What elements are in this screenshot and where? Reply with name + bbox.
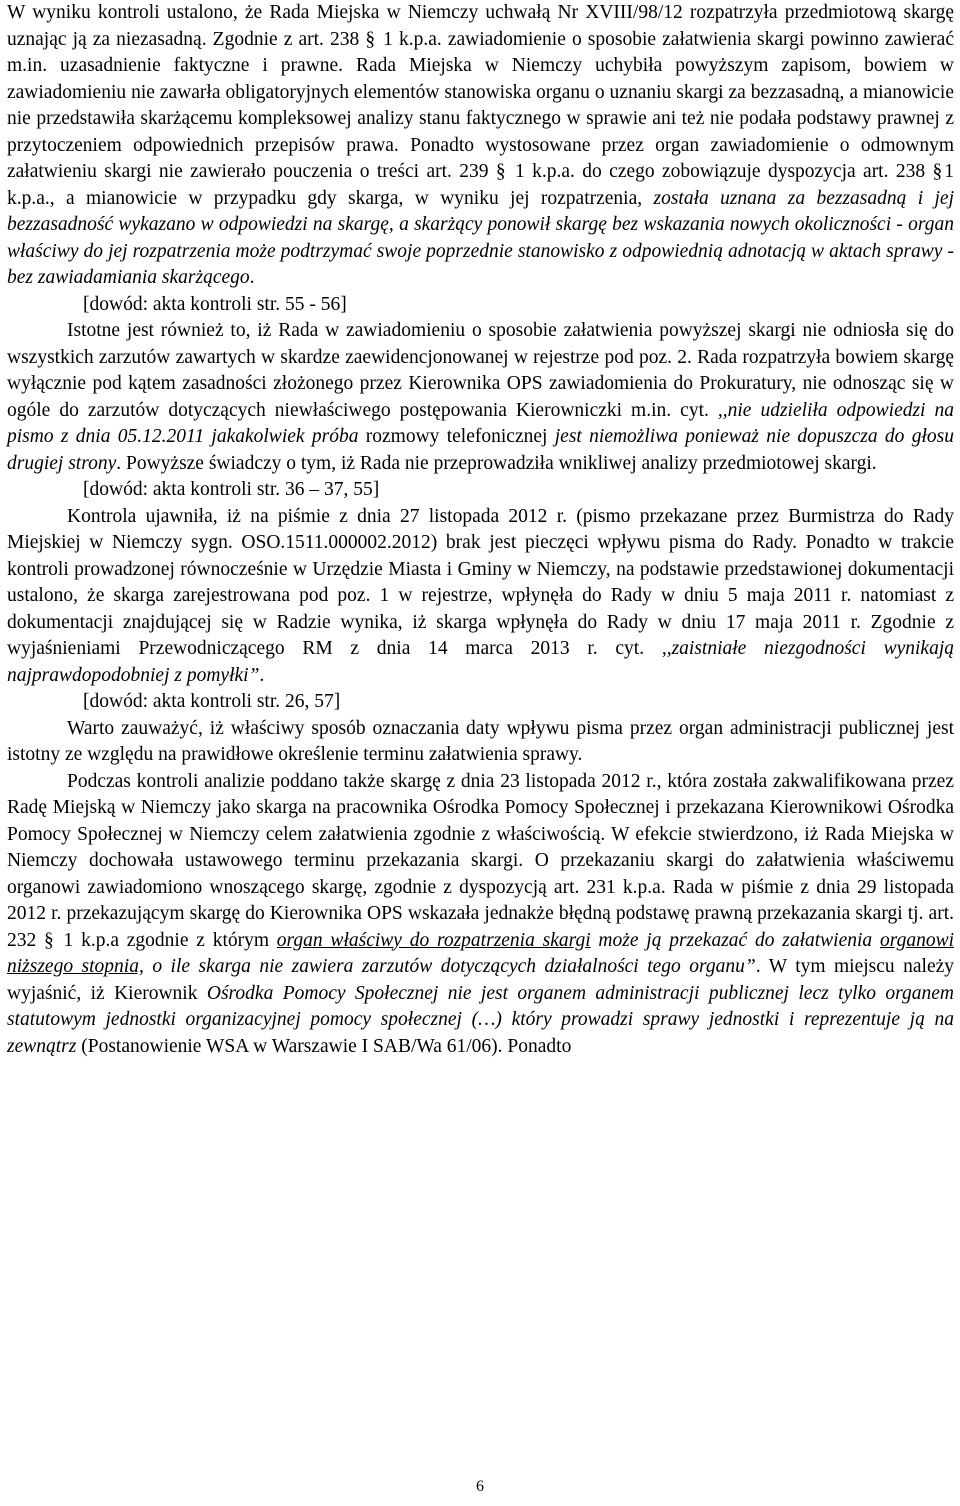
evidence-reference [7, 689, 954, 716]
paragraph [7, 504, 954, 690]
text-run: . W tym miejscu należy wyjaśnić, iż Kierownik [7, 956, 955, 1004]
section-sign: § [932, 161, 945, 182]
text-run: Kontrola ujawniła, iż na piśmie z dnia 27 listopada 2012 r. (pismo przekazane przez Burmistrza do Rady Miejskiej w Niemczy sygn. OSO.1511.000002.2012) brak jest pieczęci wpływu pisma do Rady. Ponadto w trakcie kontroli prowadzonej równocześnie w Urzędzie Miasta i Gminy w Niemczy, na podstawie przedstawionej dokumentacji ustalono, że skarga zarejestrowana pod poz. 1 w rejestrze, wpłynęła do Rady w dniu 5 maja 2011 r. natomiast z dokumentacji znajdującej się w Radzie wynika, iż skarga wpłynęła do Rady w dniu 17 maja 2011 r. Zgodnie z wyjaśnieniami Przewodniczącego RM z dnia 14 marca 2013 r. cyt. [7, 505, 954, 659]
text-run: [dowód: akta kontroli str. 26, 57] [83, 691, 341, 712]
page-number: 6 [476, 1478, 484, 1495]
paragraph [7, 769, 954, 1061]
text-run: ,,zaistniałe niezgodności wynikają najprawdopodobniej z pomyłki” [7, 638, 955, 686]
text-run: Istotne jest również to, iż Rada w zawiadomieniu o sposobie załatwienia powyższej skargi nie odniosła się do wszystkich zarzutów zawartych w skardze zaewidencjonowanej w rejestrze pod poz. 2. Rada rozpatrzyła bowiem skargę wyłącznie pod kątem zasadności złożonego przez Kierownika OPS zawiadomienia do Prokuratury, nie odnosząc się w ogóle do zarzutów dotyczących niewłaściwego postępowania Kierowniczki m.in. cyt. [7, 320, 954, 421]
section-sign: § [365, 28, 378, 50]
text-run: została uznana za bezzasadną i jej bezzasadność wykazano w odpowiedzi na skargę, a skarżący ponowił skargę bez wskazania nowych okoliczności - organ właściwy do jej rozpatrzenia może podtrzymać swoje poprzednie stanowisko z odpowiednią adnotacją w aktach sprawy - bez zawiadamiania skarżącego [7, 187, 955, 288]
text-run: (Postanowienie WSA w Warszawie I SAB/Wa 61/06). Ponadto [76, 1035, 572, 1057]
document-body [7, 0, 954, 1060]
text-run: . [249, 267, 255, 288]
text-run: . Powyższe świadczy o tym, iż Rada nie przeprowadziła wnikliwej analizy przedmiotowej skargi. [116, 452, 877, 474]
paragraph [7, 318, 954, 477]
paragraph [7, 0, 954, 292]
section-sign: § [44, 929, 56, 951]
text-run: Ośrodka Pomocy Społecznej nie jest organem administracji publicznej lecz tylko organem statutowym jednostki organizacyjnej pomocy społecznej (…) który prowadzi sprawy jednostki i reprezentuje ją na zewnątrz [7, 982, 954, 1057]
text-run: W wyniku kontroli ustalono, że Rada Miejska w Niemczy uchwałą Nr XVIII/98/12 rozpatrzyła przedmiotową skargę uznając ją za niezasadną. Zgodnie z art. 238 [7, 2, 954, 50]
text-run: organowi niższego stopnia, [7, 929, 954, 977]
evidence-reference [7, 477, 954, 504]
text-run: może ją przekazać do załatwienia [590, 929, 880, 951]
text-run: 1 k.p.a., a mianowicie w przypadku gdy skarga, w wyniku jej rozpatrzenia, [7, 161, 954, 209]
text-run: [dowód: akta kontroli str. 55 - 56] [83, 293, 347, 315]
text-run: 1 k.p.a. do czego zobowiązuje dyspozycja art. 238 [507, 161, 933, 182]
section-sign: § [495, 161, 508, 182]
text-run: ,,nie udzieliła odpowiedzi na pismo z dnia 05.12.2011 jakakolwiek próba [7, 399, 954, 447]
text-run: 1 k.p.a. zawiadomienie o sposobie załatwienia skargi powinno zawierać m.in. uzasadnienie faktyczne i prawne. Rada Miejska w Niemczy uchybiła powyższym zapisom, bowiem w zawiadomieniu nie zawarła obligatoryjnych elementów stanowiska organu o uznaniu skargi za bezzasadną, a mianowicie nie przedstawiła skarżącemu kompleksowej analizy stanu faktycznego w sprawie ani też nie podała podstawy prawnej z przytoczeniem odpowiednich przepisów prawa. Ponadto wystosowane przez organ zawiadomienie o odmownym załatwieniu skargi nie zawierało pouczenia o treści art. 239 [7, 28, 954, 182]
evidence-reference [7, 292, 954, 319]
text-run: [dowód: akta kontroli str. 36 – 37, 55] [83, 479, 380, 500]
text-run: . [259, 664, 265, 686]
text-run: Warto zauważyć, iż właściwy sposób oznaczania daty wpływu pisma przez organ administracji publicznej jest istotny ze względu na prawidłowe określenie terminu załatwienia sprawy. [7, 717, 954, 765]
text-run: Podczas kontroli analizie poddano także skargę z dnia 23 listopada 2012 r., która została zakwalifikowana przez Radę Miejską w Niemczy jako skarga na pracownika Ośrodka Pomocy Społecznej i przekazana Kierownikowi Ośrodka Pomocy Społecznej w Niemczy celem załatwienia zgodnie z właściwością. W efekcie stwierdzono, iż Rada Miejska w Niemczy dochowała ustawowego terminu przekazania skargi. O przekazaniu skargi do załatwienia właściwemu organowi zawiadomiono wnoszącego skargę, zgodnie z dyspozycją art. 231 k.p.a. Rada w piśmie z dnia 29 listopada 2012 r. przekazującym skargę do Kierownika OPS wskazała jednakże błędną podstawę prawną przekazania skargi tj. art. 232 [7, 770, 954, 951]
text-run: jest niemożliwa ponieważ nie dopuszcza do głosu drugiej strony [7, 426, 954, 474]
text-run: 1 k.p.a zgodnie z którym [55, 929, 277, 951]
text-run: rozmowy telefonicznej [358, 426, 555, 447]
text-run: o ile skarga nie zawiera zarzutów dotyczących działalności tego organu” [143, 956, 756, 977]
paragraph [7, 716, 954, 769]
text-run: organ właściwy do rozpatrzenia skargi [276, 929, 591, 951]
